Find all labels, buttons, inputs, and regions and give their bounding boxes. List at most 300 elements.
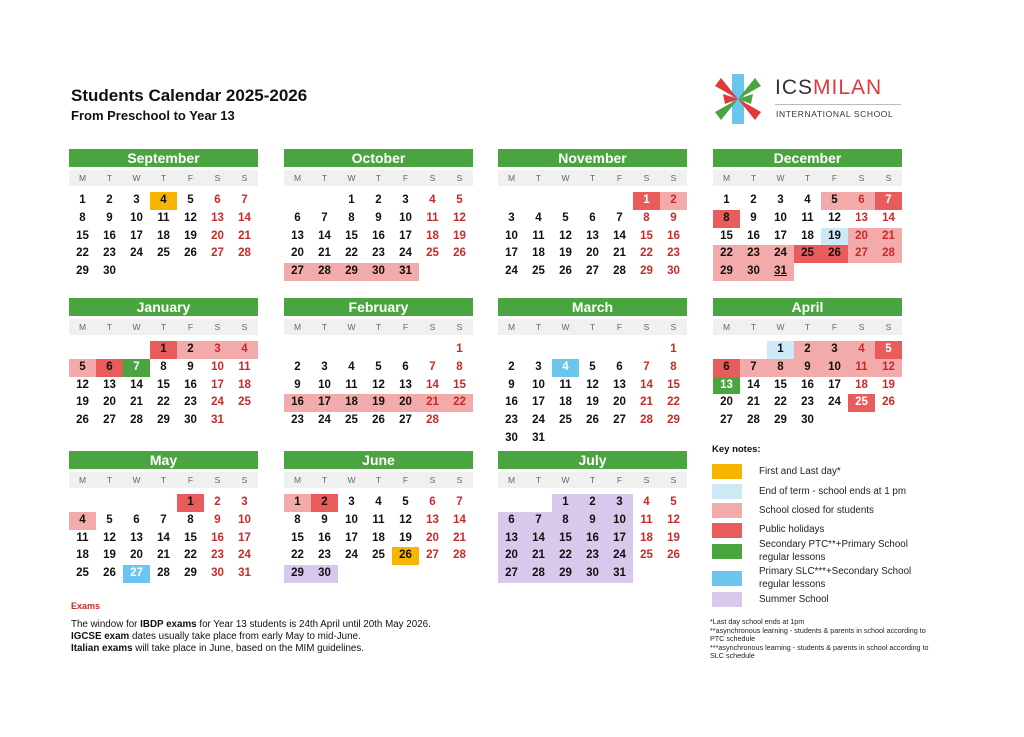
- weekday-label: T: [750, 322, 757, 332]
- key-label: Primary SLC***+Secondary School regular lessons: [759, 566, 912, 590]
- calendar-day: 6: [294, 211, 301, 224]
- calendar-day: 28: [640, 414, 653, 427]
- calendar-day: 5: [562, 211, 569, 224]
- calendar-day: 6: [498, 512, 525, 530]
- calendar-day: 5: [106, 513, 113, 526]
- weekday-label: S: [643, 322, 650, 332]
- calendar-day: 24: [211, 396, 224, 409]
- weekday-row: [498, 319, 687, 335]
- calendar-day: 30: [505, 431, 518, 444]
- calendar-day: 10: [238, 513, 251, 526]
- calendar-day: 25: [426, 247, 439, 260]
- calendar-day: 1: [79, 194, 86, 206]
- calendar-day: 18: [640, 531, 653, 544]
- calendar-day: 20: [130, 549, 143, 562]
- calendar-day: 8: [643, 211, 650, 224]
- key-swatch: [712, 592, 742, 607]
- calendar-day: 25: [794, 245, 821, 263]
- weekday-label: M: [78, 322, 87, 332]
- calendar-day: 6: [96, 359, 123, 377]
- calendar-day: 8: [552, 512, 579, 530]
- exams-line-italian: Italian exams will take place in June, based on the MIM guidelines.: [71, 642, 364, 654]
- weekday-label: W: [132, 322, 141, 332]
- calendar-day: 25: [848, 394, 875, 412]
- calendar-day: 30: [211, 567, 224, 580]
- calendar-day: 9: [750, 211, 757, 224]
- calendar-day: 4: [348, 360, 355, 373]
- calendar-day: 11: [238, 360, 251, 373]
- calendar-day: 26: [392, 547, 419, 565]
- calendar-day: 25: [372, 549, 385, 562]
- month-header: June: [284, 451, 473, 469]
- day-blank: [498, 494, 525, 512]
- exams-line-igcse: IGCSE exam dates usually take place from early May to mid-June.: [71, 630, 361, 642]
- calendar-day: 17: [774, 229, 787, 242]
- calendar-day: 31: [238, 567, 251, 580]
- weekday-row: [284, 319, 473, 335]
- calendar-day: 25: [640, 549, 653, 562]
- calendar-day: 17: [211, 378, 224, 391]
- calendar-day: 20: [211, 229, 224, 242]
- calendar-day: 16: [801, 378, 814, 391]
- calendar-day: 31: [532, 431, 545, 444]
- day-blank: [96, 494, 123, 512]
- calendar-day: 22: [184, 549, 197, 562]
- weekday-label: T: [375, 475, 382, 485]
- calendar-day: 6: [214, 194, 221, 206]
- calendar-day: 28: [453, 549, 466, 562]
- calendar-day: 15: [291, 531, 304, 544]
- calendar-day: 19: [399, 531, 412, 544]
- calendar-day: 20: [848, 228, 875, 246]
- days-grid: [284, 494, 473, 583]
- days-grid: [69, 192, 258, 281]
- logo-subtitle: INTERNATIONAL SCHOOL: [776, 109, 894, 119]
- calendar-day: 15: [720, 229, 733, 242]
- calendar-day: 2: [794, 341, 821, 359]
- calendar-day: 15: [453, 378, 466, 391]
- calendar-day: 27: [123, 565, 150, 583]
- day-blank: [740, 341, 767, 359]
- weekday-label: F: [831, 173, 838, 183]
- calendar-day: 13: [426, 513, 439, 526]
- calendar-day: 13: [713, 377, 740, 395]
- calendar-day: 5: [670, 496, 677, 508]
- month-header: February: [284, 298, 473, 316]
- calendar-day: 23: [667, 247, 680, 260]
- calendar-day: 29: [552, 565, 579, 583]
- calendar-day: 3: [606, 494, 633, 512]
- weekday-label: T: [375, 173, 382, 183]
- calendar-day: 2: [214, 496, 221, 508]
- calendar-day: 16: [505, 396, 518, 409]
- footnotes: [710, 618, 940, 661]
- month-may: [69, 451, 258, 583]
- calendar-day: 4: [804, 194, 811, 206]
- weekday-row: [284, 170, 473, 186]
- calendar-day: 26: [76, 414, 89, 427]
- weekday-label: M: [293, 475, 302, 485]
- footnote-2: **asynchronous learning - students & parents in school according to PTC schedule: [710, 625, 926, 644]
- calendar-day: 22: [552, 547, 579, 565]
- calendar-day: 23: [318, 549, 331, 562]
- calendar-day: 14: [882, 211, 895, 224]
- calendar-day: 3: [204, 341, 231, 359]
- calendar-day: 2: [294, 360, 301, 373]
- calendar-day: 15: [184, 531, 197, 544]
- weekday-label: T: [589, 173, 596, 183]
- calendar-day: 9: [508, 378, 515, 391]
- weekday-label: S: [429, 173, 436, 183]
- days-grid: [713, 192, 902, 281]
- calendar-day: 31: [767, 263, 794, 281]
- calendar-day: 23: [372, 247, 385, 260]
- calendar-day: 19: [103, 549, 116, 562]
- calendar-day: 28: [311, 263, 338, 281]
- key-label: End of term - school ends at 1 pm: [759, 486, 907, 497]
- calendar-day: 24: [399, 247, 412, 260]
- calendar-day: 24: [318, 414, 331, 427]
- calendar-day: 5: [402, 496, 409, 508]
- month-november: [498, 149, 687, 281]
- calendar-day: 16: [184, 378, 197, 391]
- calendar-day: 22: [713, 245, 740, 263]
- weekday-label: W: [561, 475, 570, 485]
- day-blank: [96, 341, 123, 359]
- weekday-label: F: [616, 475, 623, 485]
- weekday-label: W: [132, 173, 141, 183]
- weekday-label: S: [429, 475, 436, 485]
- weekday-label: S: [858, 322, 865, 332]
- calendar-day: 17: [606, 530, 633, 548]
- calendar-day: 13: [586, 229, 599, 242]
- calendar-day: 18: [76, 549, 89, 562]
- footnote-3: ***asynchronous learning - students & parents in school according to SLC schedule: [710, 642, 929, 661]
- calendar-day: 4: [375, 496, 382, 508]
- calendar-day: 18: [372, 531, 385, 544]
- calendar-day: 13: [498, 530, 525, 548]
- calendar-day: 11: [640, 513, 653, 526]
- month-header: December: [713, 149, 902, 167]
- calendar-day: 22: [640, 247, 653, 260]
- weekday-label: F: [187, 475, 194, 485]
- calendar-day: 8: [670, 360, 677, 373]
- calendar-day: 7: [875, 192, 902, 210]
- page-title: Students Calendar 2025-2026: [71, 86, 308, 105]
- day-blank: [365, 341, 392, 359]
- calendar-day: 15: [774, 378, 787, 391]
- calendar-day: 24: [505, 265, 518, 278]
- day-blank: [419, 341, 446, 359]
- day-blank: [311, 192, 338, 210]
- weekday-label: S: [241, 322, 248, 332]
- calendar-day: 11: [157, 211, 170, 224]
- calendar-day: 3: [321, 360, 328, 373]
- calendar-day: 1: [284, 494, 311, 512]
- day-blank: [713, 341, 740, 359]
- calendar-day: 14: [318, 229, 331, 242]
- weekday-label: T: [106, 173, 113, 183]
- weekday-label: M: [507, 322, 516, 332]
- calendar-day: 6: [402, 360, 409, 373]
- calendar-day: 1: [150, 341, 177, 359]
- calendar-day: 8: [713, 210, 740, 228]
- month-july: [498, 451, 687, 583]
- calendar-day: 2: [177, 341, 204, 359]
- calendar-day: 6: [429, 496, 436, 508]
- calendar-day: 5: [375, 360, 382, 373]
- month-header: October: [284, 149, 473, 167]
- days-grid: [284, 192, 473, 281]
- calendar-day: 17: [505, 247, 518, 260]
- weekday-label: T: [321, 173, 328, 183]
- weekday-label: T: [804, 322, 811, 332]
- calendar-day: 28: [157, 567, 170, 580]
- month-header: May: [69, 451, 258, 469]
- calendar-day: 19: [882, 378, 895, 391]
- calendar-day: 29: [774, 414, 787, 427]
- calendar-day: 29: [338, 263, 365, 281]
- calendar-day: 17: [532, 396, 545, 409]
- weekday-label: M: [293, 322, 302, 332]
- calendar-day: 16: [103, 229, 116, 242]
- calendar-day: 28: [426, 414, 439, 427]
- calendar-day: 12: [399, 513, 412, 526]
- exams-section: [71, 601, 691, 654]
- key-swatch: [712, 571, 742, 586]
- weekday-row: [69, 319, 258, 335]
- logo-divider: [775, 104, 901, 105]
- key-swatch: [712, 523, 742, 538]
- weekday-label: S: [885, 173, 892, 183]
- calendar-day: 22: [774, 396, 787, 409]
- calendar-day: 30: [184, 414, 197, 427]
- weekday-label: S: [670, 475, 677, 485]
- calendar-day: 1: [348, 194, 355, 206]
- calendar-day: 14: [640, 378, 653, 391]
- calendar-day: 7: [123, 359, 150, 377]
- weekday-row: [284, 472, 473, 488]
- key-swatch: [712, 503, 742, 518]
- calendar-day: 26: [559, 265, 572, 278]
- calendar-day: 23: [291, 414, 304, 427]
- weekday-label: S: [885, 322, 892, 332]
- calendar-day: 10: [130, 211, 143, 224]
- calendar-day: 28: [613, 265, 626, 278]
- key-label: Public holidays: [759, 524, 825, 535]
- weekday-row: [69, 170, 258, 186]
- calendar-day: 18: [532, 247, 545, 260]
- weekday-label: M: [293, 173, 302, 183]
- weekday-row: [498, 170, 687, 186]
- calendar-day: 27: [720, 414, 733, 427]
- day-blank: [123, 494, 150, 512]
- weekday-label: F: [187, 173, 194, 183]
- calendar-day: 19: [667, 531, 680, 544]
- calendar-day: 27: [586, 265, 599, 278]
- weekday-label: T: [804, 173, 811, 183]
- calendar-day: 7: [740, 359, 767, 377]
- calendar-day: 23: [211, 549, 224, 562]
- calendar-day: 12: [372, 378, 385, 391]
- calendar-day: 18: [157, 229, 170, 242]
- key-label: Secondary PTC**+Primary School regular lessons: [759, 539, 908, 563]
- calendar-day: 2: [579, 494, 606, 512]
- calendar-day: 13: [291, 229, 304, 242]
- calendar-day: 15: [640, 229, 653, 242]
- day-blank: [284, 192, 311, 210]
- calendar-day: 4: [150, 192, 177, 210]
- calendar-day: 22: [76, 247, 89, 260]
- days-grid: [69, 494, 258, 583]
- calendar-day: 19: [821, 228, 848, 246]
- calendar-day: 25: [238, 396, 251, 409]
- calendar-day: 16: [318, 531, 331, 544]
- weekday-label: T: [750, 173, 757, 183]
- calendar-day: 24: [238, 549, 251, 562]
- weekday-label: M: [507, 173, 516, 183]
- calendar-day: 13: [130, 531, 143, 544]
- weekday-label: T: [106, 322, 113, 332]
- calendar-day: 14: [238, 211, 251, 224]
- weekday-label: M: [507, 475, 516, 485]
- exams-line-ibdp: The window for IBDP exams for Year 13 students is 24th April until 20th May 2026.: [71, 619, 431, 630]
- calendar-day: 11: [76, 531, 89, 544]
- calendar-day: 29: [640, 265, 653, 278]
- calendar-day: 20: [586, 247, 599, 260]
- calendar-day: 13: [103, 378, 116, 391]
- weekday-label: T: [535, 475, 542, 485]
- calendar-day: 27: [399, 414, 412, 427]
- calendar-day: 9: [579, 512, 606, 530]
- calendar-day: 26: [103, 567, 116, 580]
- weekday-label: S: [670, 322, 677, 332]
- calendar-day: 8: [187, 513, 194, 526]
- calendar-day: 6: [713, 359, 740, 377]
- weekday-label: F: [831, 322, 838, 332]
- calendar-day: 25: [76, 567, 89, 580]
- calendar-day: 26: [372, 414, 385, 427]
- calendar-day: 27: [848, 245, 875, 263]
- calendar-day: 27: [284, 263, 311, 281]
- calendar-day: 14: [525, 530, 552, 548]
- calendar-day: 11: [848, 359, 875, 377]
- weekday-label: M: [78, 475, 87, 485]
- calendar-day: 25: [345, 414, 358, 427]
- month-february: [284, 298, 473, 430]
- calendar-day: 18: [559, 396, 572, 409]
- calendar-day: 23: [801, 396, 814, 409]
- calendar-day: 27: [498, 565, 525, 583]
- calendar-day: 11: [426, 211, 439, 224]
- weekday-label: F: [616, 173, 623, 183]
- calendar-day: 8: [767, 359, 794, 377]
- calendar-day: 26: [821, 245, 848, 263]
- day-blank: [525, 192, 552, 210]
- calendar-day: 3: [241, 496, 248, 508]
- key-notes: [712, 444, 942, 605]
- calendar-day: 7: [525, 512, 552, 530]
- weekday-row: [498, 472, 687, 488]
- day-blank: [552, 192, 579, 210]
- calendar-day: 10: [532, 378, 545, 391]
- calendar-day: 20: [720, 396, 733, 409]
- calendar-day: 9: [106, 211, 113, 224]
- calendar-day: 22: [291, 549, 304, 562]
- calendar-day: 9: [187, 360, 194, 373]
- calendar-day: 22: [157, 396, 170, 409]
- calendar-day: 23: [103, 247, 116, 260]
- month-header: September: [69, 149, 258, 167]
- weekday-label: W: [347, 322, 356, 332]
- calendar-day: 11: [345, 378, 358, 391]
- calendar-day: 16: [211, 531, 224, 544]
- calendar-day: 25: [532, 265, 545, 278]
- calendar-day: 3: [535, 360, 542, 373]
- calendar-day: 19: [184, 229, 197, 242]
- calendar-day: 3: [133, 194, 140, 206]
- weekday-label: M: [722, 322, 731, 332]
- calendar-day: 29: [667, 414, 680, 427]
- calendar-day: 20: [392, 394, 419, 412]
- calendar-day: 17: [345, 531, 358, 544]
- weekday-label: S: [858, 173, 865, 183]
- day-blank: [579, 341, 606, 359]
- calendar-day: 24: [606, 547, 633, 565]
- day-blank: [69, 494, 96, 512]
- days-grid: [498, 341, 687, 448]
- calendar-day: 24: [828, 396, 841, 409]
- weekday-label: T: [589, 475, 596, 485]
- calendar-day: 6: [589, 211, 596, 224]
- key-heading: Key notes:: [712, 444, 761, 455]
- weekday-label: W: [347, 475, 356, 485]
- calendar-day: 28: [238, 247, 251, 260]
- calendar-day: 19: [559, 247, 572, 260]
- month-december: [713, 149, 902, 281]
- weekday-label: W: [132, 475, 141, 485]
- key-label: School closed for students: [759, 505, 874, 516]
- calendar-day: 28: [875, 245, 902, 263]
- calendar-day: 24: [767, 245, 794, 263]
- calendar-day: 29: [184, 567, 197, 580]
- calendar-day: 24: [345, 549, 358, 562]
- month-header: January: [69, 298, 258, 316]
- calendar-day: 2: [375, 194, 382, 206]
- calendar-day: 5: [69, 359, 96, 377]
- calendar-day: 28: [747, 414, 760, 427]
- calendar-day: 1: [767, 341, 794, 359]
- days-grid: [284, 341, 473, 430]
- calendar-day: 2: [106, 194, 113, 206]
- calendar-day: 18: [426, 229, 439, 242]
- weekday-label: T: [106, 475, 113, 485]
- calendar-day: 26: [667, 549, 680, 562]
- weekday-label: T: [535, 322, 542, 332]
- calendar-day: 6: [133, 513, 140, 526]
- day-blank: [150, 494, 177, 512]
- calendar-day: 21: [130, 396, 143, 409]
- page-subtitle: From Preschool to Year 13: [71, 108, 235, 123]
- weekday-label: W: [776, 322, 785, 332]
- calendar-day: 15: [76, 229, 89, 242]
- weekday-label: T: [160, 173, 167, 183]
- weekday-label: F: [187, 322, 194, 332]
- weekday-label: S: [456, 475, 463, 485]
- calendar-day: 15: [345, 229, 358, 242]
- calendar-day: 26: [184, 247, 197, 260]
- days-grid: [498, 192, 687, 281]
